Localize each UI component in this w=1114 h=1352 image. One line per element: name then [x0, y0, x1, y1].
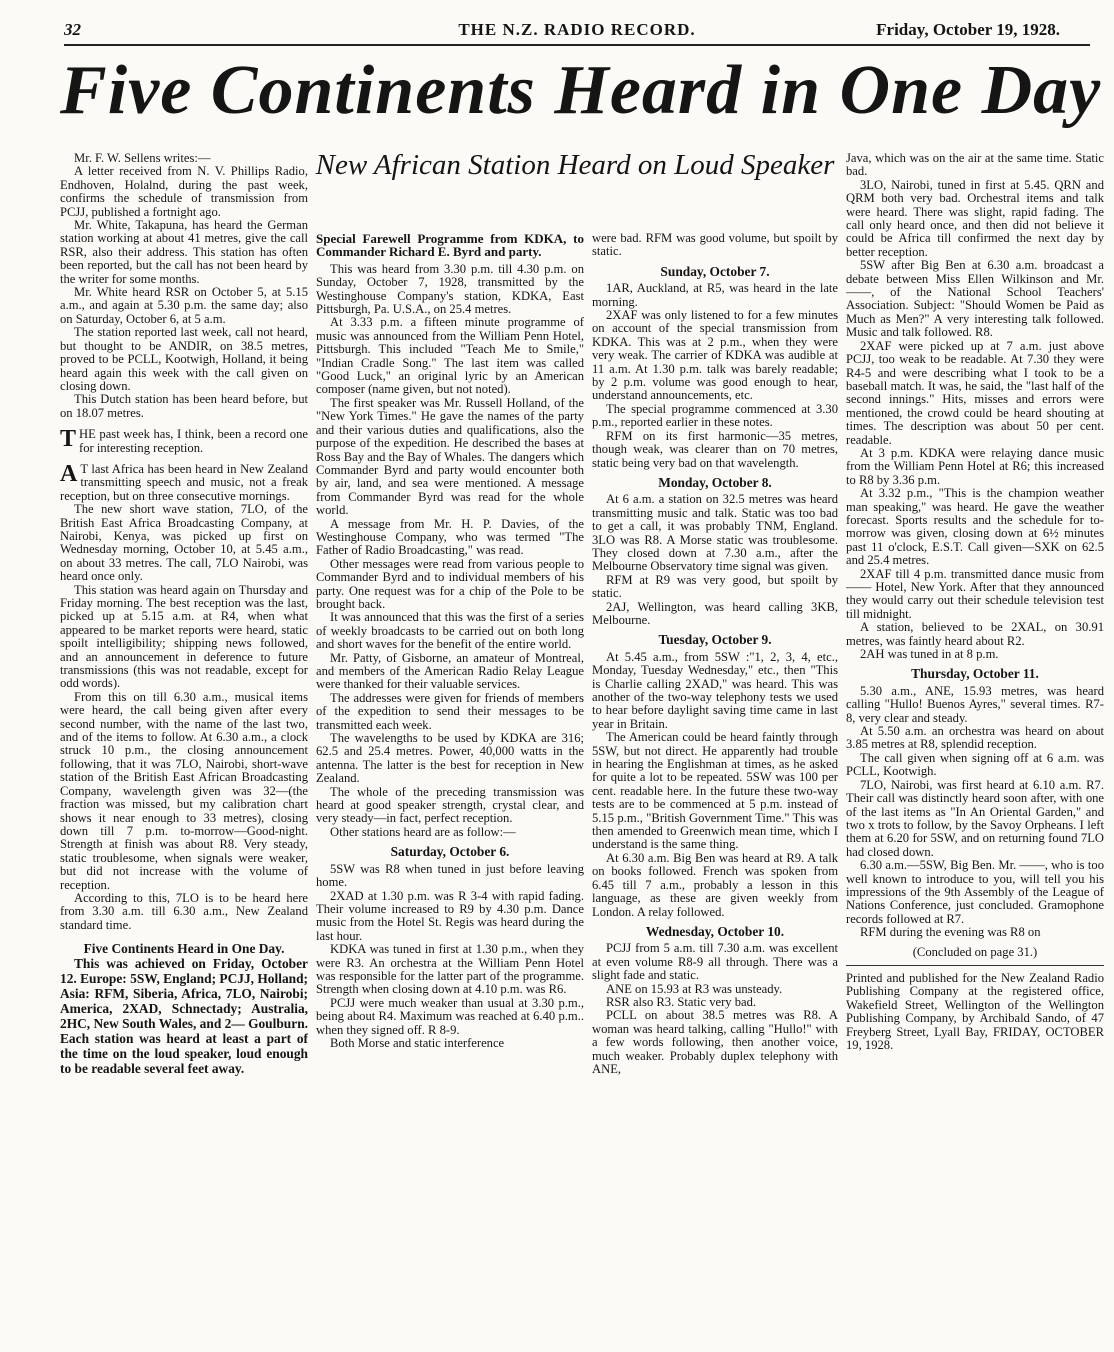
paragraph: A letter received from N. V. Phillips Radio, Endhoven, Holalnd, during the past week, confirms the schedule of transmission from PCJJ, published a fortnight ago.	[60, 164, 308, 219]
paragraph: ANE on 15.93 at R3 was unsteady.	[606, 981, 783, 996]
paragraph: The wavelengths to be used by KDKA are 316; 62.5 and 25.4 metres. Power, 40,000 watts in the antenna. The latter is the best for reception in New Zealand.	[316, 731, 584, 786]
page-header	[64, 18, 1090, 46]
byline: Mr. F. W. Sellens writes:—	[74, 152, 211, 165]
paragraph: At 3.32 p.m., "This is the champion weather man speaking," was heard. He gave the weather forecast. Sports results and the schedule for to-morrow was given, closing down at 6½ minutes past 11 o'clock, E.S.T. Call given—SXK on 62.5 and 25.4 metres.	[846, 486, 1104, 568]
continuation-note: (Concluded on page 31.)	[912, 944, 1038, 959]
paragraph: KDKA was tuned in first at 1.30 p.m., when they were R3. An orchestra at the William Penn Hotel was responsible for the latter part of the programme. Strength when closing down at 4.10 p.m. was R6.	[316, 942, 584, 997]
paragraph: The whole of the preceding transmission was heard at good speaker strength, crystal clear, and very steady—in fact, perfect reception.	[316, 784, 584, 826]
paragraph: 2AJ, Wellington, was heard calling 3KB, Melbourne.	[592, 599, 838, 627]
column-2	[316, 232, 584, 1344]
paragraph: Other stations heard are as follow:—	[330, 824, 516, 839]
paragraph: A station, believed to be 2XAL, on 30.91 metres, was faintly heard about R2.	[846, 620, 1104, 648]
paragraph: The call given when signing off at 6 a.m. was PCLL, Kootwigh.	[846, 750, 1104, 779]
paragraph: 5SW after Big Ben at 6.30 a.m. broadcast a debate between Miss Ellen Wilkinson and Mr. ——, of the National School Teachers' Association. Subject: "Should Women be Paid as Much as Men?" A very interesting talk followed. Music and talk followed. R8.	[846, 258, 1104, 340]
paragraph: At 6 a.m. a station on 32.5 metres was heard transmitting music and talk. Static was too bad to get a call, it was probably TNM, England. 3LO was R8. A Morse static was troublesome. They closed down at 7.30 a.m., after the Melbourne Observatory time signal was given.	[592, 492, 838, 574]
paragraph: At 5.45 a.m., from 5SW :"1, 2, 3, 4, etc., Monday, Tuesday Wednesday," etc., then "This is Charlie calling 2XAD," was heard. This was another of the two-way telephony tests we used to hear before daylight saving time came in last year in Britain.	[592, 649, 838, 731]
section-heading: Tuesday, October 9.	[658, 632, 772, 648]
paragraph: 6.30 a.m.—5SW, Big Ben. Mr. ——, who is too well known to introduce to you, will tell you his impressions of the 9th Assembly of the League of Nations Conference, just concluded. Gramophone records followed at R7.	[846, 858, 1104, 926]
paragraph: 2XAF was only listened to for a few minutes on account of the special transmission from KDKA. This was at 2 p.m., when they were very weak. The carrier of KDKA was audible at 11 a.m. At 1.30 p.m. talk was barely readable; by 2 p.m. volume was good enough to hear, understand announcements, etc.	[592, 308, 838, 403]
paragraph: The special programme commenced at 3.30 p.m., reported earlier in these notes.	[592, 401, 838, 430]
column-3	[592, 232, 838, 1344]
column-1	[60, 152, 308, 1342]
paragraph-text: HE past week has, I think, been a record one for interesting reception.	[79, 427, 308, 455]
paragraph: Other messages were read from various people to Commander Byrd and to individual members of his party. One request was for a chip of the Pole to be brought back.	[316, 556, 584, 611]
paragraph: RFM on its first harmonic—35 metres, though weak, was clearer than on 70 metres, static being very bad on that wavelength.	[592, 428, 838, 470]
paragraph: The addresses were given for friends of members of the expedition to send their messages to be transmitted each week.	[316, 690, 584, 732]
box-body: This was achieved on Friday, October 12. Europe: 5SW, England; PCJJ, Holland; Asia: RFM, Siberia, Africa, 7LO, Nairobi; America, 2XAD, Schnectady; Australia, 2HC, New South Wales, and 2— Goulburn. Each station was heard at least a part of the time on the loud speaker, loud enough to be readable several feet away.	[60, 955, 308, 1076]
paragraph: PCLL on about 38.5 metres was R8. A woman was heard talking, calling "Hullo!" with a few words following, then another voice, much weaker. Probably duplex telephony with ANE,	[592, 1008, 838, 1076]
paragraph: RFM during the evening was R8 on	[860, 925, 1041, 940]
publication-title: THE N.Z. RADIO RECORD.	[458, 20, 696, 39]
paragraph: 5.30 a.m., ANE, 15.93 metres, was heard calling "Hullo! Buenos Ayres," several times. R7-8, very clear and steady.	[846, 683, 1104, 725]
section-heading: Wednesday, October 10.	[645, 923, 785, 939]
paragraph: RSR also R3. Static very bad.	[606, 994, 757, 1009]
box-title: Five Continents Heard in One Day.	[83, 941, 285, 957]
paragraph: At 3 p.m. KDKA were relaying dance music from the William Penn Hotel at R6; this increased to R8 by 3.36 p.m.	[846, 445, 1104, 487]
paragraph-text: T last Africa has been heard in New Zealand transmitting speech and music, not a freak reception, but on three consecutive mornings.	[60, 461, 308, 503]
paragraph: PCJJ were much weaker than usual at 3.30 p.m., being about R4. Maximum was reached at 6.40 p.m.. when they signed off. R 8-9.	[316, 995, 584, 1037]
paragraph: 7LO, Nairobi, was first heard at 6.10 a.m. R7. Their call was distinctly heard soon after, with one of the last items as "In An Oriental Garden," and two x trots to follow, by the Savoy Orpheans. I left them at 6.20 for 5SW, and on returning found 7LO had closed down.	[846, 777, 1104, 859]
paragraph: From this on till 6.30 a.m., musical items were heard, the call being given after every second number, with the name of the last two, and of the items to follow. At 6.30 a.m., a clock struck 10 p.m., the closing announcement following, that it was 7LO, Nairobi, short-wave station of the British East African Broadcasting Company, wavelength given was 32—(the fraction was missed, but my calibration chart shows it near enough to 33 metres), closing down till 7 p.m. to-morrow—Good-night. Strength at finish was about R8. Very steady, static troublesome, when signals were weaker, but did not increase with the volume of reception.	[60, 689, 308, 892]
section-heading: Sunday, October 7.	[660, 263, 770, 279]
section-heading: Monday, October 8.	[658, 474, 772, 490]
paragraph: 2AH was tuned in at 8 p.m.	[860, 647, 999, 662]
paragraph: At 5.50 a.m. an orchestra was heard on about 3.85 metres at R8, splendid reception.	[846, 724, 1104, 752]
drop-cap: A	[60, 460, 78, 487]
paragraph: The first speaker was Mr. Russell Holland, of the "New York Times." He gave the names of the party and their various duties and qualifications, also the purpose of the expedition. He described the bases at Ross Bay and the Bay of Whales. The dangers which Commander Byrd and party would encounter both by air, land, and sea were mentioned. A message from Commander Byrd was read for the whole world.	[316, 395, 584, 518]
drop-cap: T	[60, 426, 77, 453]
paragraph: 3LO, Nairobi, tuned in first at 5.45. QRN and QRM both very bad. Orchestral items and talk were heard. There was slight, rapid fading. The call only heard once, and then did not believe it could be Africa till confirmed the next day by better reception.	[846, 177, 1104, 259]
section-heading: Thursday, October 11.	[911, 666, 1039, 682]
paragraph: At 6.30 a.m. Big Ben was heard at R9. A talk on books followed. French was spoken from 6.45 till 7 a.m., probably a lesson in this language, as these are given weekly from London. A relay followed.	[592, 850, 838, 919]
paragraph: A message from Mr. H. P. Davies, of the Westinghouse Company, who was termed "The Father of Radio Broadcasting," was read.	[316, 516, 584, 558]
paragraph: This Dutch station has been heard before, but on 18.07 metres.	[60, 392, 308, 420]
divider	[846, 965, 1104, 966]
page-number: 32	[64, 20, 81, 39]
issue-date: Friday, October 19, 1928.	[876, 20, 1060, 39]
paragraph: RFM at R9 was very good, but spoilt by static.	[592, 572, 838, 601]
lead-paragraph: Special Farewell Programme from KDKA, to Commander Richard E. Byrd and party.	[316, 232, 584, 260]
imprint: Printed and published for the New Zealand Radio Publishing Company at the registered office, Wakefield Street, Wellington of the Wellington Publishing Company, by Archibald Sando, of 47 Freyberg Street, Lyall Bay, FRIDAY, OCTOBER 19, 1928.	[846, 970, 1104, 1052]
column-4	[846, 152, 1104, 1344]
paragraph: At 3.33 p.m. a fifteen minute programme of music was announced from the William Penn Hotel, Pittsburgh. This included "Teach Me to Smile," "Indian Cradle Song." The last item was called "Good Luck," an original lyric by an American composer (name given, but not noted).	[316, 315, 584, 397]
paragraph: The American could be heard faintly through 5SW, but not direct. He apparently had trouble in hearing the Englishman at times, as he asked for quite a lot to be repeated. 5SW was 100 per cent. readable here. In the future these two-way tests are to be commenced at 5 p.m. instead of 5.15 p.m., "British Government Time." This was then amended to Greenwich mean time, which I understand is the same thing.	[592, 730, 838, 852]
paragraph: This was heard from 3.30 p.m. till 4.30 p.m. on Sunday, October 7, 1928, transmitted by the Westinghouse Company's station, KDKA, East Pittsburgh, Pa. U.S.A., on 25.4 metres.	[316, 261, 584, 317]
paragraph: It was announced that this was the first of a series of weekly broadcasts to be carried out on both long and short waves for the benefit of the entire world.	[316, 610, 584, 652]
paragraph: According to this, 7LO is to be heard here from 3.30 a.m. till 6.30 a.m., New Zealand standard time.	[60, 890, 308, 932]
paragraph: 2XAD at 1.30 p.m. was R 3-4 with rapid fading. Their volume increased to R9 by 4.30 p.m. Dance music from the Hotel St. Regis was heard during the last hour.	[316, 888, 584, 943]
paragraph: were bad. RFM was good volume, but spoilt by static.	[592, 232, 838, 259]
paragraph: 2XAF till 4 p.m. transmitted dance music from —— Hotel, New York. After that they announced they would carry out their schedule television test till midnight.	[846, 566, 1104, 621]
paragraph: The station reported last week, call not heard, but thought to be ANDIR, on 38.5 metres, proved to be PCLL, Kootwigh, Holland, it being heard again this week with the call given on closing down.	[60, 325, 308, 393]
paragraph: Java, which was on the air at the same time. Static bad.	[846, 152, 1104, 179]
section-heading: Saturday, October 6.	[390, 844, 510, 860]
paragraph: 1AR, Auckland, at R5, was heard in the late morning.	[592, 281, 838, 309]
paragraph-dropcap	[60, 428, 308, 455]
subheadline: New African Station Heard on Loud Speaker	[315, 149, 835, 181]
paragraph: Mr. White, Takapuna, has heard the German station working at about 41 metres, give the call RSR, also their address. This station has often been reported, but the call has not been heard by the writer for some months.	[60, 218, 308, 286]
main-headline: Five Continents Heard in One Day	[60, 52, 1102, 129]
paragraph: The new short wave station, 7LO, of the British East Africa Broadcasting Company, at Nairobi, Kenya, was picked up first on Wednesday morning, October 10, at 5.45 a.m., on about 33 metres. The call, 7LO Nairobi, was heard once only.	[60, 502, 308, 584]
paragraph: Both Morse and static interference	[330, 1035, 505, 1050]
paragraph: 5SW was R8 when tuned in just before leaving home.	[316, 861, 584, 890]
paragraph: 2XAF were picked up at 7 a.m. just above PCJJ, too weak to be readable. At 7.30 they were R4-5 and were describing what I took to be a baseball match. It was, he said, the "last half of the second innings." Hits, misses and errors were mentioned, the crowd could be heard shouting at times. The description was about 50 per cent. readable.	[846, 338, 1104, 447]
paragraph: Mr. White heard RSR on October 5, at 5.15 a.m., and again at 5.30 p.m. the same day; also on Saturday, October 6, at 5 a.m.	[60, 285, 308, 326]
paragraph-dropcap	[60, 460, 308, 503]
paragraph: Mr. Patty, of Gisborne, an amateur of Montreal, and members of the American Radio Relay League were thanked for their valuable services.	[316, 650, 584, 692]
paragraph: PCJJ from 5 a.m. till 7.30 a.m. was excellent at even volume R8-9 all through. There was a slight fade and static.	[592, 941, 838, 983]
paragraph: This station was heard again on Thursday and Friday morning. The best reception was the last, picked up at 5.15 a.m. at R4, when what appeared to be market reports were heard, static spoilt intelligibility; shipping news followed, and an announcement in deference to future transmissions (this was not readable, except for odd words).	[60, 582, 308, 691]
